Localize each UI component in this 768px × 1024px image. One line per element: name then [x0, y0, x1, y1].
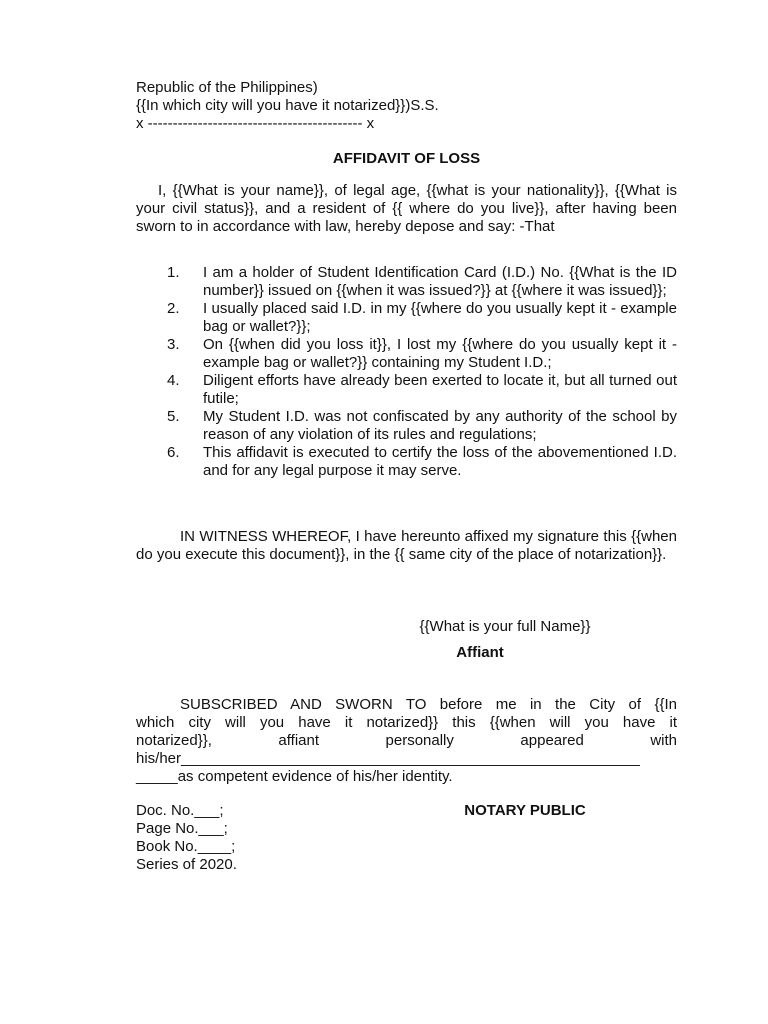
- jurat-line: notarized}}, affiant personally appeared with: [136, 732, 677, 749]
- list-item: [136, 264, 677, 300]
- item-number: 2.: [167, 300, 180, 317]
- venue-republic: Republic of the Philippines): [136, 79, 318, 96]
- notary-record: [136, 802, 336, 874]
- item-text: I am a holder of Student Identification Card (I.D.) No. {{What is the ID number}} issued on {{when it was issued?}} at {{where it was issued}};: [203, 264, 677, 299]
- item-text: I usually placed said I.D. in my {{where do you usually kept it - example bag or wallet?}};: [203, 300, 677, 335]
- list-item: [136, 300, 677, 336]
- jurat-line: _____as competent evidence of his/her identity.: [136, 768, 453, 785]
- item-text: This affidavit is executed to certify the loss of the abovementioned I.D. and for any legal purpose it may serve.: [203, 444, 677, 479]
- jurat-line: which city will you have it notarized}} this {{when will you have it: [136, 714, 677, 731]
- venue-divider: x ------------------------------------------- x: [136, 115, 375, 132]
- series-year: Series of 2020.: [136, 856, 237, 873]
- item-text: My Student I.D. was not confiscated by any authority of the school by reason of any violation of its rules and regulations;: [203, 408, 677, 443]
- list-item: [136, 372, 677, 408]
- list-item: [136, 444, 677, 480]
- jurat-line: SUBSCRIBED AND SWORN TO before me in the City of {{In: [180, 696, 677, 713]
- document-title: AFFIDAVIT OF LOSS: [332, 150, 481, 167]
- jurat-paragraph: [136, 696, 677, 786]
- intro-paragraph: I, {{What is your name}}, of legal age, {{what is your nationality}}, {{What is your civil status}}, and a resident of {{ where do you live}}, after having been sworn to in accordance with law, hereby depose and say: -That: [136, 182, 677, 235]
- item-text: On {{when did you loss it}}, I lost my {{where do you usually kept it - example bag or wallet?}} containing my Student I.D.;: [203, 336, 677, 371]
- affiant-name: {{What is your full Name}}: [419, 618, 591, 635]
- book-number: Book No.____;: [136, 838, 236, 855]
- jurat-line: his/her_______________________________________________________: [136, 750, 640, 767]
- doc-number: Doc. No.___;: [136, 802, 224, 819]
- venue-city: {{In which city will you have it notarized}})S.S.: [136, 97, 439, 114]
- list-item: [136, 336, 677, 372]
- page-number: Page No.___;: [136, 820, 228, 837]
- item-number: 1.: [167, 264, 180, 281]
- statement-list: [136, 264, 677, 480]
- item-number: 4.: [167, 372, 180, 389]
- item-number: 5.: [167, 408, 180, 425]
- notary-public-label: NOTARY PUBLIC: [464, 802, 586, 819]
- venue-header: [136, 79, 677, 133]
- item-number: 6.: [167, 444, 180, 461]
- witness-paragraph: IN WITNESS WHEREOF, I have hereunto affixed my signature this {{when do you execute this document}}, in the {{ same city of the place of notarization}}.: [136, 528, 677, 563]
- item-text: Diligent efforts have already been exerted to locate it, but all turned out futile;: [203, 372, 677, 407]
- affiant-label: Affiant: [456, 644, 504, 661]
- item-number: 3.: [167, 336, 180, 353]
- list-item: [136, 408, 677, 444]
